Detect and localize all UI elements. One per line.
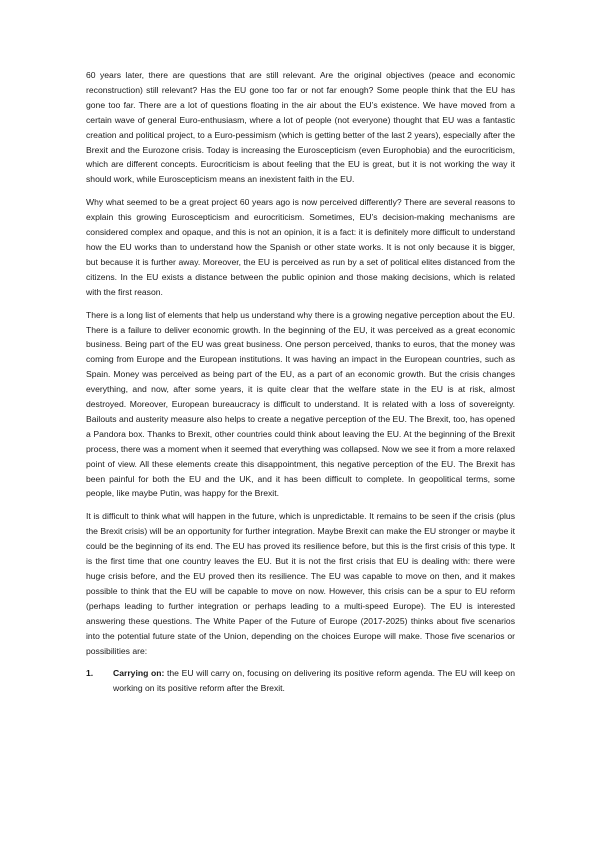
list-item-number: 1. xyxy=(86,668,94,679)
list-item-term: Carrying on: xyxy=(113,668,165,679)
paragraph-4: It is difficult to think what will happen in the future, which is unpredictable. It remains to be seen if the crisis (plus the Brexit crisis) will be an opportunity for further integration. Maybe Brexit can make the EU stronger or maybe it could be the beginning of its end. The EU has proved its resilience before, but this is the first crisis of this type. It is the first time that one country leaves the EU. But it is not the first crisis that EU is dealing with: there were huge crisis before, and the EU proved then its resilience. The EU was capable to move on then, and it makes possible to think that the EU will be capable to move on now. However, this crisis can be a spur to EU reform (perhaps leading to further integration or perhaps leading to a multi-speed Europe). The EU is interested answering these questions. The White Paper of the Future of Europe (2017-2025) thinks about five scenarios into the potential future state of the Union, depending on the choices Europe will make. Those five scenarios or possibilities are: xyxy=(86,511,515,656)
document-body xyxy=(86,68,515,696)
list-item-text: the EU will carry on, focusing on delivering its positive reform agenda. The EU will keep on working on its positive reform after the Brexit. xyxy=(113,668,515,694)
paragraph-3: There is a long list of elements that help us understand why there is a growing negative perception about the EU. There is a failure to deliver economic growth. In the beginning of the EU, it was perceived as a great economic business. Being part of the EU was great business. One person perceived, thanks to euros, that the money was coming from Europe and the European institutions. It was having an impact in the European countries, such as Spain. Money was perceived as being part of the EU, as a part of an economic growth. But the crisis changes everything, and now, after some years, it is quite clear that the welfare state in the EU is at risk, almost destroyed. Moreover, European bureaucracy is difficult to understand. It is related with a loss of sovereignty. Bailouts and austerity measure also helps to create a negative perception of the EU. The Brexit, too, has opened a Pandora box. Thanks to Brexit, other countries could think about leaving the EU. At the beginning of the Brexit process, there was a moment when it seemed that everything was collapsed. Now we see it from a more relaxed point of view. All these elements create this disappointment, this negative perception of the EU. The Brexit has been painful for both the EU and the UK, and it has been difficult to complete. In geopolitical terms, some people, like maybe Putin, was happy for the Brexit. xyxy=(86,309,515,499)
paragraph-2: Why what seemed to be a great project 60 years ago is now perceived differently? There are several reasons to explain this growing Euroscepticism and eurocriticism. Sometimes, EU’s decision-making mechanisms are considered complex and opaque, and this is not an opinion, it is a fact: it is definitely more difficult to understand how the EU works than to understand how the Spanish or other state works. It is not only because it is bigger, but because it is further away. Moreover, the EU is perceived as run by a set of political elites distanced from the citizens. In the EU exists a distance between the public opinion and those making decisions, which is related with the first reason. xyxy=(86,197,515,297)
list-item xyxy=(86,666,515,696)
paragraph-1: 60 years later, there are questions that are still relevant. Are the original objectives (peace and economic reconstruction) still relevant? Has the EU gone too far or not far enough? Some people think that the EU has gone too far. There are a lot of questions floating in the air about the EU’s existence. We have moved from a certain wave of general Euro-enthusiasm, where a lot of people (not everyone) thought that EU was a fantastic creation and political project, to a Euro-pessimism (which is getting better of the last 2 years), especially after the Brexit and the Eurozone crisis. Today is increasing the Euroscepticism (even Europhobia) and the eurocriticism, which are different concepts. Eurocriticism is about feeling that the EU is great, but it is not working the way it should work, while Euroscepticism means an inexistent faith in the EU. xyxy=(86,70,515,185)
scenario-list xyxy=(86,666,515,696)
